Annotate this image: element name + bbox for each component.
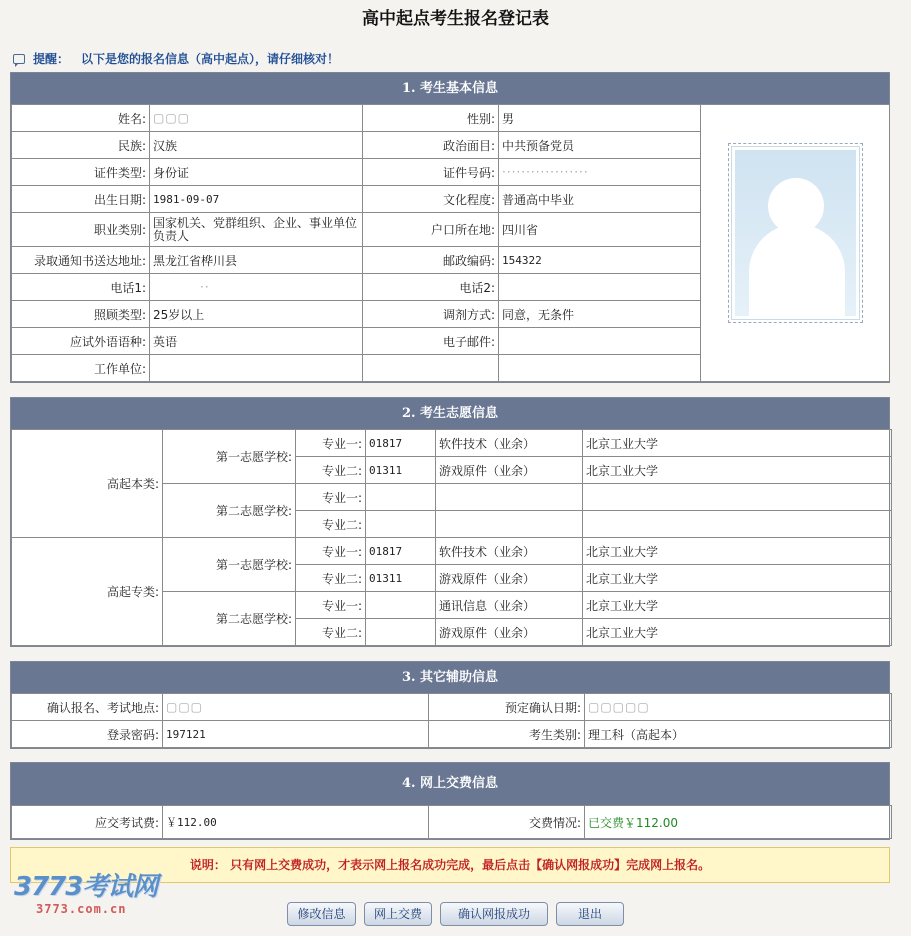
major-name: 游戏原件（业余） bbox=[436, 619, 583, 646]
fee-value: ￥112.00 bbox=[163, 806, 429, 839]
name-value: ▢▢▢ bbox=[150, 105, 363, 132]
aux-info-header: 3. 其它辅助信息 bbox=[11, 662, 889, 693]
table-row bbox=[12, 430, 892, 457]
category-value: 理工科（高起本） bbox=[585, 721, 892, 748]
major2-label: 专业二: bbox=[296, 511, 366, 538]
aux-info-section bbox=[10, 661, 890, 749]
university-name bbox=[583, 511, 892, 538]
major-code: 01817 bbox=[366, 430, 436, 457]
occupation-value: 国家机关、党群组织、企业、事业单位负责人 bbox=[150, 213, 363, 247]
political-label: 政治面目: bbox=[363, 132, 499, 159]
zhuanke-group-label: 高起专类: bbox=[12, 538, 163, 646]
address-label: 录取通知书送达地址: bbox=[12, 247, 150, 274]
gender-label: 性别: bbox=[363, 105, 499, 132]
preference-section bbox=[10, 397, 890, 647]
major-code bbox=[366, 484, 436, 511]
aux-info-table bbox=[11, 693, 892, 748]
password-label: 登录密码: bbox=[12, 721, 163, 748]
photo-frame bbox=[728, 143, 863, 323]
adjust-label: 调剂方式: bbox=[363, 301, 499, 328]
confirm-place-label: 确认报名、考试地点: bbox=[12, 694, 163, 721]
occupation-label: 职业类别: bbox=[12, 213, 150, 247]
pay-status-label: 交费情况: bbox=[429, 806, 585, 839]
table-row bbox=[12, 105, 890, 132]
edit-info-button[interactable]: 修改信息 bbox=[287, 902, 356, 926]
preference-table bbox=[11, 429, 892, 646]
postcode-value: 154322 bbox=[499, 247, 701, 274]
instruction-note: 说明： 只有网上交费成功，才表示网上报名成功完成，最后点击【确认网报成功】完成网上报名。 bbox=[10, 847, 890, 883]
category-label: 考生类别: bbox=[429, 721, 585, 748]
notice-banner bbox=[13, 50, 339, 68]
benke-group-label: 高起本类: bbox=[12, 430, 163, 538]
id-number-value: ·················· bbox=[499, 159, 701, 186]
postcode-label: 邮政编码: bbox=[363, 247, 499, 274]
major2-label: 专业二: bbox=[296, 619, 366, 646]
major2-label: 专业二: bbox=[296, 457, 366, 484]
major-name: 游戏原件（业余） bbox=[436, 565, 583, 592]
notice-text: 以下是您的报名信息（高中起点），请仔细核对！ bbox=[81, 52, 340, 66]
action-buttons bbox=[0, 902, 911, 926]
major-name bbox=[436, 484, 583, 511]
university-name bbox=[583, 484, 892, 511]
notice-label: 提醒： bbox=[33, 52, 70, 66]
speech-bubble-icon bbox=[13, 54, 25, 64]
empty-label bbox=[363, 355, 499, 382]
basic-info-section bbox=[10, 72, 890, 383]
table-row bbox=[12, 806, 892, 839]
language-label: 应试外语语种: bbox=[12, 328, 150, 355]
avatar-placeholder-icon bbox=[732, 147, 859, 319]
address-value: 黑龙江省桦川县 bbox=[150, 247, 363, 274]
watermark-main: 3773考试网 bbox=[14, 872, 158, 902]
phone1-value: ·· bbox=[150, 274, 363, 301]
table-row bbox=[12, 538, 892, 565]
hukou-value: 四川省 bbox=[499, 213, 701, 247]
benke-school2-label: 第二志愿学校: bbox=[163, 484, 296, 538]
major-code bbox=[366, 511, 436, 538]
university-name: 北京工业大学 bbox=[583, 457, 892, 484]
email-value bbox=[499, 328, 701, 355]
gender-value: 男 bbox=[499, 105, 701, 132]
watermark-sub: 3773.com.cn bbox=[36, 902, 127, 916]
basic-info-table bbox=[11, 104, 890, 382]
name-label: 姓名: bbox=[12, 105, 150, 132]
care-type-value: 25岁以上 bbox=[150, 301, 363, 328]
workplace-value bbox=[150, 355, 363, 382]
empty-value bbox=[499, 355, 701, 382]
care-type-label: 照顾类型: bbox=[12, 301, 150, 328]
confirm-place-value: ▢▢▢ bbox=[163, 694, 429, 721]
major2-label: 专业二: bbox=[296, 565, 366, 592]
major-code bbox=[366, 619, 436, 646]
major1-label: 专业一: bbox=[296, 538, 366, 565]
basic-info-header: 1. 考生基本信息 bbox=[11, 73, 889, 104]
university-name: 北京工业大学 bbox=[583, 592, 892, 619]
phone2-value bbox=[499, 274, 701, 301]
ethnicity-value: 汉族 bbox=[150, 132, 363, 159]
password-value: 197121 bbox=[163, 721, 429, 748]
major1-label: 专业一: bbox=[296, 484, 366, 511]
fee-label: 应交考试费: bbox=[12, 806, 163, 839]
education-label: 文化程度: bbox=[363, 186, 499, 213]
payment-table bbox=[11, 805, 892, 839]
ethnicity-label: 民族: bbox=[12, 132, 150, 159]
payment-section bbox=[10, 762, 890, 840]
preference-header: 2. 考生志愿信息 bbox=[11, 398, 889, 429]
language-value: 英语 bbox=[150, 328, 363, 355]
university-name: 北京工业大学 bbox=[583, 538, 892, 565]
major-name: 软件技术（业余） bbox=[436, 538, 583, 565]
major1-label: 专业一: bbox=[296, 592, 366, 619]
zhuanke-school2-label: 第二志愿学校: bbox=[163, 592, 296, 646]
pay-status-value: 已交费￥112.00 bbox=[585, 806, 892, 839]
phone2-label: 电话2: bbox=[363, 274, 499, 301]
workplace-label: 工作单位: bbox=[12, 355, 150, 382]
phone1-label: 电话1: bbox=[12, 274, 150, 301]
education-value: 普通高中毕业 bbox=[499, 186, 701, 213]
confirm-date-label: 预定确认日期: bbox=[429, 694, 585, 721]
table-row bbox=[12, 694, 892, 721]
major-name: 软件技术（业余） bbox=[436, 430, 583, 457]
payment-header: 4. 网上交费信息 bbox=[11, 763, 889, 805]
university-name: 北京工业大学 bbox=[583, 430, 892, 457]
zhuanke-school1-label: 第一志愿学校: bbox=[163, 538, 296, 592]
confirm-date-value: ▢▢▢▢▢ bbox=[585, 694, 892, 721]
confirm-registration-button[interactable]: 确认网报成功 bbox=[440, 902, 548, 926]
major1-label: 专业一: bbox=[296, 430, 366, 457]
id-number-label: 证件号码: bbox=[363, 159, 499, 186]
email-label: 电子邮件: bbox=[363, 328, 499, 355]
major-code: 01817 bbox=[366, 538, 436, 565]
id-type-value: 身份证 bbox=[150, 159, 363, 186]
id-type-label: 证件类型: bbox=[12, 159, 150, 186]
photo-cell bbox=[701, 105, 890, 382]
major-code: 01311 bbox=[366, 457, 436, 484]
page-title: 高中起点考生报名登记表 bbox=[362, 9, 549, 29]
adjust-value: 同意，无条件 bbox=[499, 301, 701, 328]
major-name bbox=[436, 511, 583, 538]
benke-school1-label: 第一志愿学校: bbox=[163, 430, 296, 484]
birthdate-label: 出生日期: bbox=[12, 186, 150, 213]
birthdate-value: 1981-09-07 bbox=[150, 186, 363, 213]
hukou-label: 户口所在地: bbox=[363, 213, 499, 247]
major-code bbox=[366, 592, 436, 619]
exit-button[interactable]: 退出 bbox=[556, 902, 624, 926]
major-name: 通讯信息（业余） bbox=[436, 592, 583, 619]
university-name: 北京工业大学 bbox=[583, 565, 892, 592]
university-name: 北京工业大学 bbox=[583, 619, 892, 646]
online-pay-button[interactable]: 网上交费 bbox=[364, 902, 432, 926]
table-row bbox=[12, 721, 892, 748]
political-value: 中共预备党员 bbox=[499, 132, 701, 159]
major-code: 01311 bbox=[366, 565, 436, 592]
major-name: 游戏原件（业余） bbox=[436, 457, 583, 484]
